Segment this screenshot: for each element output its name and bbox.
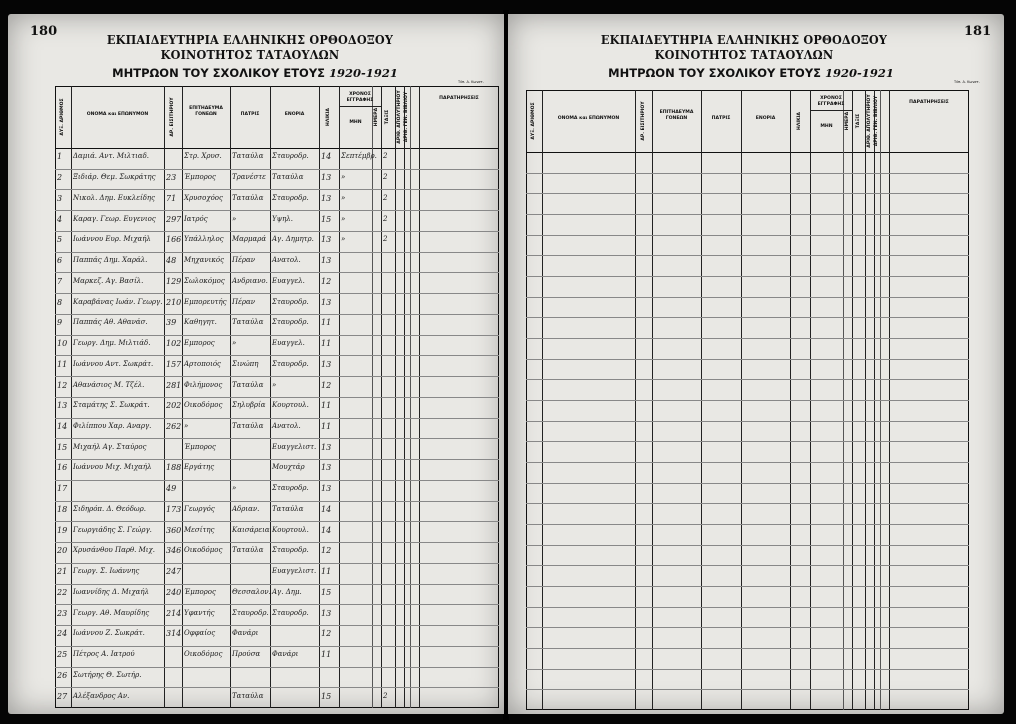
row-patris-cell: Ταταύλα (232, 380, 264, 389)
row-job-cell: Υφαντής (184, 608, 215, 617)
row-job-cell: Καθηγητ. (184, 318, 217, 327)
row-taxis-cell: 2 (383, 152, 388, 161)
row-age-cell: 11 (321, 339, 332, 349)
row-patris-cell: Ταταύλα (232, 546, 264, 555)
row-age-cell: 13 (321, 235, 332, 245)
register-title-right (586, 66, 916, 80)
row-divider (526, 565, 969, 566)
row-name-cell: Ιωάννου Αντ. Σωκράτ. (73, 359, 154, 368)
row-age-cell: 13 (321, 484, 332, 494)
row-taxis-cell: 2 (383, 173, 388, 182)
row-enoria-cell: Υψηλ. (272, 214, 293, 223)
row-n-cell: 10 (57, 339, 68, 349)
row-enoria-cell: Κουρτουλ. (272, 525, 309, 534)
row-job-cell: Στρ. Χρυσ. (184, 152, 222, 161)
row-name-cell: Πέτρος Α. Ιατρού (73, 650, 135, 659)
row-n-cell: 8 (57, 297, 63, 307)
row-ticket-cell: 48 (166, 256, 177, 266)
row-ticket-cell: 240 (166, 587, 182, 597)
row-divider (55, 169, 499, 170)
row-job-cell: Εμπορευτής (184, 297, 227, 306)
row-n-cell: 26 (57, 670, 68, 680)
col-header-day: ΗΜΕΡΑ (373, 107, 379, 127)
row-n-cell: 14 (57, 422, 68, 431)
row-n-cell: 19 (57, 525, 68, 535)
col-header-month: ΜΗΝ (820, 124, 833, 129)
row-name-cell: Ιωαννίδης Δ. Μιχαήλ (73, 587, 150, 596)
row-divider (55, 376, 499, 377)
col-header-serial: ΑΥΞ. ΑΡΙΘΜΟΣ (531, 102, 536, 140)
row-enoria-cell: Ανατολ. (272, 256, 301, 265)
col-header-general-book: ΑΡΙΘ. ΓΕΝ. ΒΙΒΛΙΟΥ (874, 95, 879, 147)
row-age-cell: 13 (321, 256, 332, 266)
row-divider (526, 545, 969, 546)
row-job-cell: Γεωργός (184, 504, 215, 513)
row-taxis-cell: 2 (383, 193, 388, 202)
row-job-cell: Χρυσοχόος (184, 193, 223, 202)
row-job-cell: Ιατρός (184, 214, 208, 223)
row-age-cell: 11 (321, 401, 332, 411)
row-job-cell: Υπάλληλος (184, 235, 224, 244)
row-enoria-cell: Σταυροδρ. (272, 297, 309, 306)
row-taxis-cell: 2 (383, 214, 388, 223)
col-header-enrollment: ΧΡΟΝΟΣ ΕΓΓΡΑΦΗΣ (817, 96, 845, 107)
row-name-cell: Παππάς Δημ. Χαράλ. (73, 256, 148, 265)
row-divider (55, 210, 499, 211)
row-patris-cell: Θεσσαλον. (232, 587, 271, 596)
col-header-homeland: ΠΑΤΡΙΣ (711, 116, 731, 121)
row-ticket-cell: 202 (166, 401, 182, 411)
row-divider (526, 400, 969, 401)
row-divider (526, 214, 969, 215)
year-handwritten-right: 1920-1921 (825, 66, 894, 80)
row-name-cell: Γεωργ. Σ. Ιωάννης (73, 567, 140, 576)
row-enoria-cell: Ευαγγελιστ. (272, 567, 317, 576)
col-header-homeland: ΠΑΤΡΙΣ (240, 112, 260, 117)
row-ticket-cell: 188 (166, 463, 182, 473)
row-n-cell: 13 (57, 401, 68, 411)
col-header-general-book: ΑΡΙΘ. ΓΕΝ. ΒΙΒΛΙΟΥ (404, 91, 409, 143)
row-job-cell: Εργάτης (184, 463, 215, 472)
row-divider (55, 418, 499, 419)
col-header-ticket: ΑΡ. ΕΙΣΙΤΗΡΙΟΥ (640, 101, 646, 141)
row-n-cell: 9 (57, 318, 63, 328)
row-divider (55, 521, 499, 522)
row-age-cell: 14 (321, 504, 332, 514)
col-header-name: ΟΝΟΜΑ και ΕΠΩΝΥΜΟΝ (557, 116, 620, 121)
row-age-cell: 11 (321, 422, 332, 431)
col-header-month: ΜΗΝ (349, 120, 362, 125)
row-divider (55, 687, 499, 688)
row-name-cell: Φιλίππου Χαρ. Αναργ. (73, 422, 152, 430)
row-divider (526, 379, 969, 380)
row-name-cell: Αθανάσιος Μ. Τζέλ. (73, 380, 145, 389)
row-month-cell: » (341, 193, 346, 202)
row-n-cell: 11 (57, 359, 68, 369)
row-divider (55, 189, 499, 190)
row-age-cell: 13 (321, 297, 332, 307)
row-month-cell: Σεπτέμβρ. (341, 152, 377, 161)
row-ticket-cell: 71 (166, 193, 177, 203)
row-age-cell: 14 (321, 152, 332, 162)
row-age-cell: 12 (321, 546, 332, 556)
row-age-cell: 11 (321, 318, 332, 328)
row-patris-cell: Ταταύλα (232, 691, 264, 700)
row-job-cell: Σωλοκόμος (184, 276, 225, 285)
row-name-cell: Νικολ. Δημ. Ευκλείδης (73, 193, 156, 202)
col-header-name: ΟΝΟΜΑ και ΕΠΩΝΥΜΟΝ (86, 112, 149, 117)
row-name-cell: Δαμιά. Αντ. Μιλτιαδ. (73, 152, 150, 161)
row-n-cell: 18 (57, 504, 68, 514)
col-header-age: ΗΛΙΚΙΑ (797, 112, 802, 130)
register-title-left (90, 66, 420, 80)
row-enoria-cell: Ευαγγελιστ. (272, 442, 317, 451)
row-divider (55, 646, 499, 647)
row-divider (526, 627, 969, 628)
row-enoria-cell: Σταυροδρ. (272, 359, 309, 368)
right-page (508, 14, 1004, 714)
row-divider (526, 173, 969, 174)
row-age-cell: 15 (321, 691, 332, 701)
col-header-occupation: ΕΠΙΤΗΔΕΥΜΑ ΓΟΝΕΩΝ (659, 110, 694, 121)
col-header-serial: ΑΥΞ. ΑΡΙΘΜΟΣ (60, 98, 65, 136)
row-age-cell: 13 (321, 193, 332, 203)
col-header-remarks: ΠΑΡΑΤΗΡΗΣΕΙΣ (439, 96, 479, 101)
row-patris-cell: Αδριαν. (232, 504, 260, 513)
row-divider (55, 459, 499, 460)
left-page (8, 14, 504, 714)
school-title-left: ΕΚΠΑΙΔΕΥΤΗΡΙΑ ΕΛΛΗΝΙΚΗΣ ΟΡΘΟΔΟΞΟΥ ΚΟΙΝΟΤΗΤΟΣ ΤΑΤΑΟΥΛΩΝ (106, 32, 394, 62)
row-divider (55, 604, 499, 605)
row-name-cell: Γεωργ. Αθ. Μαυρίδης (73, 608, 150, 617)
row-divider (55, 480, 499, 481)
row-n-cell: 2 (57, 173, 63, 183)
col-header-diploma: ΑΡΙΘ. ΑΠΟΛΥΤΗΡΙΟΥ (396, 90, 402, 144)
row-divider (55, 252, 499, 253)
row-month-cell: » (341, 214, 346, 223)
row-name-cell: Μιχαήλ Αγ. Σταύρος (73, 442, 147, 451)
row-divider (526, 524, 969, 525)
row-enoria-cell: Μουχτάρ (272, 463, 305, 472)
row-patris-cell: Σηλυβρία (232, 401, 266, 410)
row-divider (55, 501, 499, 502)
row-enoria-cell: Αγ. Δημητρ. (272, 235, 314, 244)
row-n-cell: 22 (57, 587, 68, 597)
row-job-cell: Μηχανικός (184, 256, 225, 265)
row-patris-cell: Ανδριανο. (232, 276, 268, 285)
row-age-cell: 13 (321, 359, 332, 369)
row-patris-cell: Ταταύλα (232, 193, 264, 202)
row-ticket-cell: 314 (166, 629, 182, 639)
row-enoria-cell: Σταυροδρ. (272, 608, 309, 617)
row-enoria-cell: Ταταύλα (272, 504, 304, 513)
row-n-cell: 1 (57, 152, 63, 162)
row-age-cell: 14 (321, 525, 332, 535)
row-name-cell: Γεωργιάδης Σ. Γεώργ. (73, 525, 152, 534)
row-patris-cell: » (232, 339, 237, 348)
row-divider (526, 235, 969, 236)
col-header-class: ΤΑΞΙΣ (385, 109, 390, 125)
row-divider (55, 355, 499, 356)
row-job-cell: Οικοδόμος (184, 401, 223, 410)
row-name-cell: Μαρκεζ. Αγ. Βασίλ. (73, 276, 144, 285)
row-divider (526, 689, 969, 690)
row-divider (55, 542, 499, 543)
row-divider (526, 483, 969, 484)
row-age-cell: 13 (321, 442, 332, 452)
row-n-cell: 6 (57, 256, 63, 266)
row-name-cell: Ιωάννου Μιχ. Μιχαήλ (73, 463, 152, 472)
row-divider (55, 625, 499, 626)
row-patris-cell: Σταυροδρ. (232, 608, 269, 617)
page-number-right: 181 (964, 24, 992, 39)
row-divider (526, 255, 969, 256)
row-ticket-cell: 214 (166, 608, 182, 618)
row-divider (526, 441, 969, 442)
school-title-right: ΕΚΠΑΙΔΕΥΤΗΡΙΑ ΕΛΛΗΝΙΚΗΣ ΟΡΘΟΔΟΞΟΥ ΚΟΙΝΟΤΗΤΟΣ ΤΑΤΑΟΥΛΩΝ (600, 32, 888, 62)
row-enoria-cell: Κουρτουλ. (272, 401, 309, 410)
row-job-cell: Έμπορος (184, 173, 216, 182)
row-divider (55, 438, 499, 439)
row-patris-cell: Ταταύλα (232, 152, 264, 161)
row-job-cell: Έμπορος (184, 442, 216, 451)
row-name-cell: Αλέξανδρος Αν. (73, 691, 130, 700)
row-enoria-cell: Ανατολ. (272, 422, 301, 430)
col-header-occupation: ΕΠΙΤΗΔΕΥΜΑ ΓΟΝΕΩΝ (189, 106, 223, 117)
row-age-cell: 12 (321, 276, 332, 286)
row-ticket-cell: 39 (166, 318, 177, 328)
register-title-text: ΜΗΤΡΩΟΝ ΤΟΥ ΣΧΟΛΙΚΟΥ ΕΤΟΥΣ (608, 66, 822, 80)
row-divider (55, 584, 499, 585)
row-patris-cell: Πέραν (232, 256, 255, 265)
row-enoria-cell: Σταυροδρ. (272, 193, 309, 202)
row-n-cell: 16 (57, 463, 68, 473)
row-patris-cell: Προύσα (232, 650, 261, 659)
row-divider (526, 586, 969, 587)
row-enoria-cell: Σταυροδρ. (272, 546, 309, 555)
row-job-cell: Οφφαίος (184, 629, 216, 638)
row-job-cell: » (184, 422, 189, 430)
col-header-diploma: ΑΡΙΘ. ΑΠΟΛΥΤΗΡΙΟΥ (866, 94, 872, 148)
row-n-cell: 4 (57, 214, 63, 224)
col-header-remarks: ΠΑΡΑΤΗΡΗΣΕΙΣ (909, 100, 949, 105)
row-n-cell: 21 (57, 567, 68, 577)
row-age-cell: 11 (321, 650, 332, 660)
row-patris-cell: Πέραν (232, 297, 255, 306)
row-name-cell: Χρυσάνθου Παρθ. Μιχ. (73, 546, 156, 555)
row-month-cell: » (341, 173, 346, 182)
row-ticket-cell: 157 (166, 359, 182, 369)
row-taxis-cell: 2 (383, 691, 388, 700)
row-job-cell: Οικοδόμος (184, 650, 223, 659)
row-patris-cell: Μαρμαρά (232, 235, 267, 244)
row-divider (526, 421, 969, 422)
row-name-cell: Σιδηρόπ. Δ. Θεόδωρ. (73, 504, 146, 513)
row-enoria-cell: Αγ. Δημ. (272, 587, 302, 596)
row-divider (55, 397, 499, 398)
row-name-cell: Σωτήρης Θ. Σωτήρ. (73, 670, 142, 679)
row-divider (55, 335, 499, 336)
row-age-cell: 12 (321, 380, 332, 390)
col-header-class: ΤΑΞΙΣ (855, 113, 861, 129)
row-age-cell: 12 (321, 629, 332, 639)
row-patris-cell: Φανάρι (232, 629, 259, 638)
row-enoria-cell: Σταυροδρ. (272, 484, 309, 493)
row-n-cell: 20 (57, 546, 68, 556)
header-divider (55, 148, 499, 149)
row-divider (526, 462, 969, 463)
row-patris-cell: Ταταύλα (232, 318, 264, 327)
row-n-cell: 5 (57, 235, 63, 245)
row-ticket-cell: 360 (166, 525, 182, 535)
row-job-cell: Οικοδόμος (184, 546, 223, 555)
row-name-cell: Ιωάννου Ευρ. Μιχαήλ (73, 235, 151, 244)
row-divider (526, 317, 969, 318)
row-divider (55, 314, 499, 315)
row-divider (55, 293, 499, 294)
row-ticket-cell: 346 (166, 546, 182, 556)
row-n-cell: 15 (57, 442, 68, 452)
row-enoria-cell: Ταταύλα (272, 173, 304, 182)
row-patris-cell: Ταταύλα (232, 422, 264, 430)
row-patris-cell: » (232, 484, 237, 493)
row-job-cell: Αρτοποιός (184, 359, 221, 368)
row-n-cell: 25 (57, 650, 68, 660)
row-divider (526, 297, 969, 298)
row-n-cell: 27 (57, 691, 68, 701)
row-divider (526, 276, 969, 277)
row-ticket-cell: 166 (166, 235, 182, 245)
page-number-left: 180 (30, 24, 58, 39)
row-enoria-cell: Φανάρι (272, 650, 299, 659)
row-name-cell: Ξιδιάρ. Θεμ. Σωκράτης (73, 173, 156, 182)
row-ticket-cell: 173 (166, 504, 182, 514)
printer-note-right: Τύπ. Α. Κωνστ. (954, 80, 980, 84)
col-header-ticket: ΑΡ. ΕΙΣΙΤΗΡΙΟΥ (170, 97, 175, 137)
row-enoria-cell: Σταυροδρ. (272, 318, 309, 327)
row-age-cell: 13 (321, 173, 332, 183)
row-ticket-cell: 281 (166, 380, 182, 390)
col-header-parish: ΕΝΟΡΙΑ (755, 116, 776, 121)
col-header-day: ΗΜΕΡΑ (844, 111, 850, 131)
row-enoria-cell: Σταυροδρ. (272, 152, 309, 161)
row-ticket-cell: 210 (166, 297, 182, 307)
row-job-cell: Μεσίτης (184, 525, 215, 534)
row-patris-cell: » (232, 214, 237, 223)
row-name-cell: Καραβάνας Ιωάν. Γεωργ. (73, 297, 163, 306)
row-patris-cell: Σινώπη (232, 359, 259, 368)
row-n-cell: 23 (57, 608, 68, 618)
row-divider (526, 648, 969, 649)
row-name-cell: Σταμάτης Σ. Σωκράτ. (73, 401, 150, 410)
row-divider (526, 193, 969, 194)
row-ticket-cell: 129 (166, 276, 182, 286)
row-taxis-cell: 2 (383, 235, 388, 244)
row-patris-cell: Καισάρεια (232, 525, 270, 534)
row-divider (526, 607, 969, 608)
row-age-cell: 13 (321, 463, 332, 473)
row-n-cell: 17 (57, 484, 68, 494)
row-divider (526, 359, 969, 360)
row-job-cell: Εμπορος (184, 339, 215, 348)
row-name-cell: Ιωάννου Ζ. Σωκράτ. (73, 629, 145, 638)
row-job-cell: Φιλήμονος (184, 380, 223, 389)
row-age-cell: 15 (321, 587, 332, 597)
register-table-left (55, 86, 499, 708)
row-enoria-cell: » (272, 380, 277, 389)
row-name-cell: Γεωργ. Δημ. Μιλτιάδ. (73, 339, 151, 348)
row-n-cell: 3 (57, 193, 63, 203)
row-divider (55, 231, 499, 232)
header-divider (526, 152, 969, 153)
row-enoria-cell: Ευαγγελ. (272, 339, 305, 348)
row-age-cell: 13 (321, 608, 332, 618)
row-age-cell: 15 (321, 214, 332, 224)
row-ticket-cell: 49 (166, 484, 177, 494)
row-divider (526, 338, 969, 339)
row-ticket-cell: 297 (166, 214, 182, 224)
row-age-cell: 11 (321, 567, 332, 577)
row-month-cell: » (341, 235, 346, 244)
year-handwritten-left: 1920-1921 (329, 66, 398, 80)
row-divider (55, 272, 499, 273)
row-ticket-cell: 247 (166, 567, 182, 577)
row-name-cell: Παππάς Αθ. Αθανάσ. (73, 318, 148, 327)
printer-note-left: Τύπ. Α. Κωνστ. (458, 80, 484, 84)
row-ticket-cell: 102 (166, 339, 182, 349)
row-name-cell: Καραγ. Γεωρ. Ευγενιος (73, 214, 156, 223)
row-ticket-cell: 23 (166, 173, 177, 183)
col-header-age: ΗΛΙΚΙΑ (326, 108, 331, 126)
row-divider (526, 503, 969, 504)
row-divider (55, 667, 499, 668)
col-header-parish: ΕΝΟΡΙΑ (284, 112, 305, 117)
row-n-cell: 12 (57, 380, 68, 390)
row-divider (526, 669, 969, 670)
row-n-cell: 24 (57, 629, 68, 639)
row-ticket-cell: 262 (166, 422, 182, 431)
row-patris-cell: Τρανέστε (232, 173, 266, 182)
row-n-cell: 7 (57, 276, 63, 286)
row-divider (55, 563, 499, 564)
row-job-cell: Έμπορος (184, 587, 216, 596)
row-enoria-cell: Ευαγγελ. (272, 276, 305, 285)
register-table-right (526, 90, 969, 710)
register-title-text: ΜΗΤΡΩΟΝ ΤΟΥ ΣΧΟΛΙΚΟΥ ΕΤΟΥΣ (112, 66, 326, 80)
col-header-enrollment: ΧΡΟΝΟΣ ΕΓΓΡΑΦΗΣ (346, 92, 374, 103)
